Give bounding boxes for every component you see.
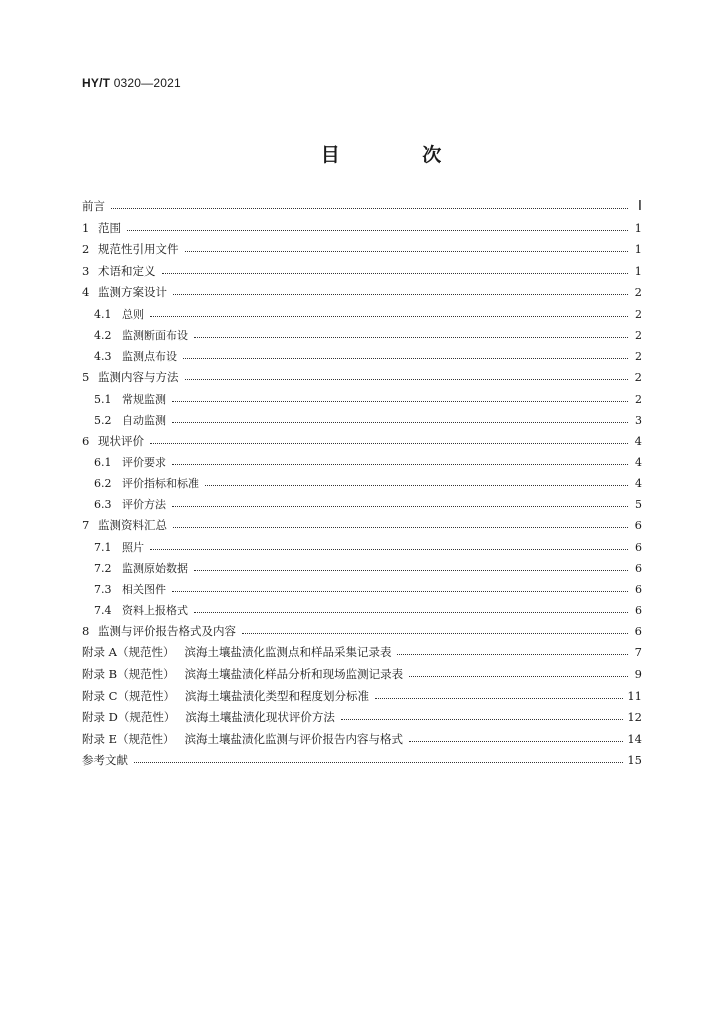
toc-entry-label: 前言 (82, 199, 105, 213)
toc-leader-dots (194, 612, 628, 613)
toc-entry[interactable] (82, 241, 642, 263)
toc-entry-number: 6 (82, 433, 90, 448)
toc-entry-label: 评价要求 (122, 456, 166, 470)
toc-entry-number: 6.3 (94, 498, 112, 512)
toc-entry-page: 6 (635, 540, 642, 554)
toc-entry-page: 1 (634, 220, 642, 235)
toc-leader-dots (150, 443, 628, 444)
toc-entry[interactable] (82, 666, 642, 688)
toc-leader-dots (172, 422, 628, 423)
toc-leader-dots (134, 762, 623, 763)
toc-leader-dots (185, 251, 629, 252)
toc-entry[interactable] (82, 412, 642, 433)
toc-entry[interactable] (82, 731, 642, 753)
toc-entry-page: 1 (634, 242, 642, 257)
toc-leader-dots (173, 294, 628, 295)
toc-leader-dots (194, 337, 628, 338)
toc-leader-dots (162, 273, 629, 274)
toc-entry[interactable] (82, 433, 642, 455)
toc-entry[interactable] (82, 475, 642, 496)
toc-entry-number: 4.1 (94, 307, 112, 321)
toc-entry-number: 7 (82, 518, 90, 533)
toc-entry[interactable] (82, 263, 642, 285)
toc-leader-dots (127, 230, 628, 231)
toc-entry[interactable] (82, 391, 642, 412)
toc-entry-label: 照片 (122, 540, 144, 554)
toc-entry[interactable] (82, 709, 642, 731)
toc-entry-number: 5 (82, 369, 90, 384)
toc-entry-label: 资料上报格式 (122, 603, 188, 617)
toc-entry-page: 4 (634, 433, 642, 448)
toc-entry-page: 6 (635, 603, 642, 617)
toc-entry-label: 滨海土壤盐渍化现状评价方法 (185, 710, 335, 725)
toc-entry-number: 5.2 (94, 413, 112, 427)
toc-entry-page: 4 (635, 477, 642, 491)
document-code-prefix: HY/T (82, 76, 111, 90)
toc-entry-number: 4 (82, 285, 90, 300)
toc-entry-label: 滨海土壤盐渍化监测点和样品采集记录表 (184, 645, 392, 660)
toc-entry-page: Ⅰ (637, 199, 642, 214)
toc-entry[interactable] (82, 220, 642, 242)
toc-entry[interactable] (82, 517, 642, 539)
toc-entry[interactable] (82, 688, 642, 710)
toc-leader-dots (173, 527, 628, 528)
toc-entry-number: 7.1 (94, 540, 112, 554)
toc-entry[interactable] (82, 539, 642, 560)
toc-leader-dots (205, 485, 628, 486)
toc-entry-label: 现状评价 (98, 433, 144, 448)
toc-entry-page: 2 (635, 349, 642, 363)
toc-entry-page: 9 (634, 666, 642, 681)
toc-entry-page: 4 (635, 456, 642, 470)
toc-entry[interactable] (82, 644, 642, 666)
toc-entry-page: 6 (635, 582, 642, 596)
toc-entry-label: 规范性引用文件 (98, 242, 179, 257)
document-code (82, 76, 181, 90)
toc-entry[interactable] (82, 560, 642, 581)
toc-leader-dots (409, 741, 623, 742)
toc-entry-label: 监测资料汇总 (98, 518, 167, 533)
toc-entry-number: 7.4 (94, 603, 112, 617)
toc-leader-dots (150, 549, 628, 550)
toc-leader-dots (111, 208, 628, 209)
toc-leader-dots (375, 698, 623, 699)
toc-entry-page: 5 (635, 498, 642, 512)
toc-entry-page: 2 (634, 285, 642, 300)
toc-entry-page: 2 (634, 369, 642, 384)
toc-leader-dots (341, 719, 623, 720)
toc-entry-page: 2 (635, 307, 642, 321)
toc-leader-dots (172, 464, 628, 465)
document-code-number: 0320—2021 (113, 76, 181, 90)
toc-entry[interactable] (82, 602, 642, 623)
toc-entry-page: 12 (627, 710, 642, 725)
toc-leader-dots (150, 316, 628, 317)
toc-entry-number: 5.1 (94, 392, 112, 406)
toc-entry-page: 3 (635, 413, 642, 427)
toc-entry-number: 3 (82, 263, 90, 278)
toc-entry-label: 监测断面布设 (122, 328, 188, 342)
toc-entry-page: 6 (634, 518, 642, 533)
toc-entry[interactable] (82, 581, 642, 602)
toc-leader-dots (194, 570, 628, 571)
toc-entry-page: 6 (635, 561, 642, 575)
toc-entry-page: 7 (634, 645, 642, 660)
toc-leader-dots (172, 591, 628, 592)
toc-entry-label: 相关图件 (122, 582, 166, 596)
toc-entry[interactable] (82, 327, 642, 348)
toc-entry-appendix: 附录 D（规范性） (82, 710, 176, 725)
toc-leader-dots (183, 358, 628, 359)
table-of-contents (82, 198, 642, 774)
toc-entry-label: 术语和定义 (98, 263, 156, 278)
toc-entry-label: 监测原始数据 (122, 561, 188, 575)
toc-entry-number: 2 (82, 242, 90, 257)
toc-entry-page: 2 (635, 392, 642, 406)
toc-entry-page: 2 (635, 328, 642, 342)
toc-entry[interactable] (82, 284, 642, 306)
toc-leader-dots (172, 506, 628, 507)
toc-entry-label: 范围 (98, 220, 121, 235)
toc-entry-label: 滨海土壤盐渍化类型和程度划分标准 (184, 688, 369, 703)
toc-entry-label: 评价方法 (122, 498, 166, 512)
toc-entry-appendix: 附录 B（规范性） (82, 666, 175, 681)
toc-entry[interactable] (82, 306, 642, 327)
toc-entry-label: 常规监测 (122, 392, 166, 406)
toc-entry[interactable] (82, 369, 642, 391)
toc-leader-dots (172, 401, 628, 402)
toc-entry-appendix: 附录 C（规范性） (82, 688, 175, 703)
toc-entry-number: 7.3 (94, 582, 112, 596)
toc-entry-appendix: 附录 E（规范性） (82, 731, 175, 746)
toc-entry-label: 评价指标和标准 (122, 477, 199, 491)
toc-entry[interactable] (82, 454, 642, 475)
toc-entry-label: 参考文献 (82, 753, 128, 768)
toc-entry-label: 滨海土壤盐渍化监测与评价报告内容与格式 (184, 731, 404, 746)
toc-entry-number: 6.1 (94, 456, 112, 470)
toc-entry-page: 11 (627, 688, 642, 703)
toc-entry[interactable] (82, 752, 642, 774)
toc-entry[interactable] (82, 198, 642, 220)
toc-leader-dots (409, 676, 628, 677)
toc-entry-number: 4.3 (94, 349, 112, 363)
toc-entry-page: 14 (627, 731, 642, 746)
toc-entry-page: 1 (634, 263, 642, 278)
toc-entry-label: 监测与评价报告格式及内容 (98, 623, 236, 638)
toc-entry[interactable] (82, 496, 642, 517)
toc-entry-label: 监测点布设 (122, 349, 177, 363)
toc-entry-number: 1 (82, 220, 90, 235)
toc-entry-label: 自动监测 (122, 413, 166, 427)
toc-entry-number: 4.2 (94, 328, 112, 342)
toc-leader-dots (397, 654, 628, 655)
toc-entry[interactable] (82, 623, 642, 645)
toc-entry-label: 滨海土壤盐渍化样品分析和现场监测记录表 (184, 666, 404, 681)
toc-entry-label: 总则 (122, 307, 144, 321)
toc-entry-page: 15 (627, 753, 642, 768)
toc-leader-dots (185, 379, 629, 380)
toc-entry-appendix: 附录 A（规范性） (82, 645, 175, 660)
toc-entry-number: 7.2 (94, 561, 112, 575)
toc-entry-label: 监测内容与方法 (98, 369, 179, 384)
toc-entry-page: 6 (634, 623, 642, 638)
toc-entry-number: 6.2 (94, 477, 112, 491)
toc-title: 目 次 (320, 144, 480, 166)
toc-leader-dots (242, 633, 628, 634)
toc-entry-label: 监测方案设计 (98, 285, 167, 300)
toc-entry[interactable] (82, 348, 642, 369)
toc-entry-number: 8 (82, 623, 90, 638)
